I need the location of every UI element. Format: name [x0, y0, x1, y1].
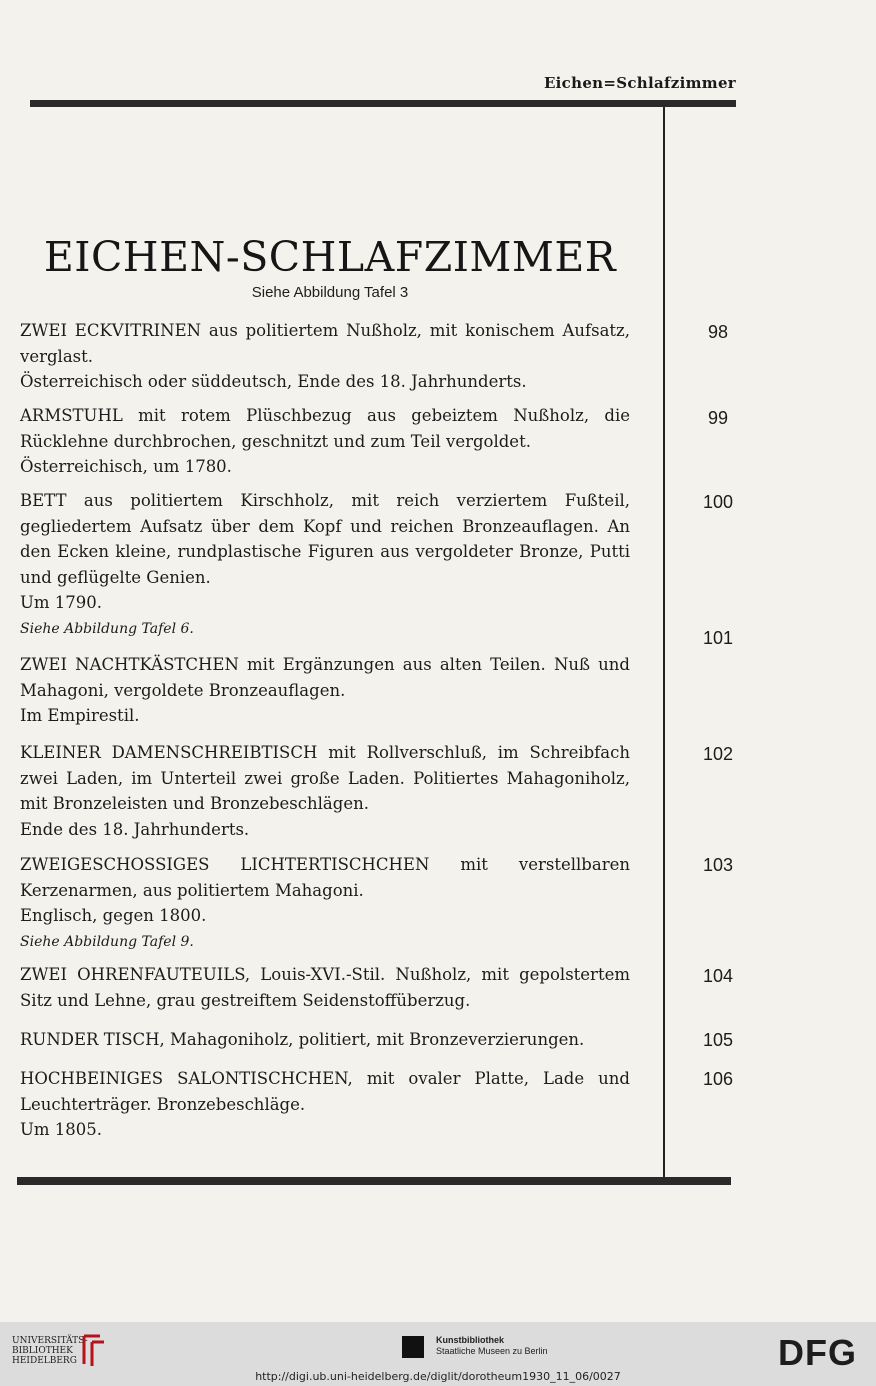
entry-number-104: 104: [702, 966, 734, 986]
running-header: Eichen=Schlafzimmer: [543, 74, 736, 92]
heidelberg-logo-icon: [80, 1332, 106, 1368]
entry-description: RUNDER TISCH, Mahagoniholz, politiert, mit Bronzeverzierungen.: [20, 1030, 585, 1049]
entry-number-106: 106: [702, 1069, 734, 1089]
kunstbibliothek-logo-icon: [402, 1336, 424, 1358]
kunstbibliothek-label: Kunstbibliothek Staatliche Museen zu Berlin: [436, 1335, 548, 1356]
entry-number-101: 101: [702, 628, 734, 648]
entry-description: KLEINER DAMENSCHREIBTISCH mit Rollverschluß, im Schreibfach zwei Laden, im Unterteil zwei große Laden. Politiertes Mahagoniholz, mit Bronzeleisten und Bronzebeschlägen.: [20, 743, 630, 813]
catalog-entry-99: [20, 403, 630, 480]
page-subtitle: Siehe Abbildung Tafel 3: [251, 284, 409, 301]
entry-number-102: 102: [702, 744, 734, 764]
entry-number-103: 103: [702, 855, 734, 875]
entry-description: ZWEI OHRENFAUTEUILS, Louis-XVI.-Stil. Nußholz, mit gepolstertem Sitz und Lehne, grau gestreiftem Seidenstoffüberzug.: [20, 965, 630, 1010]
university-library-label: UNIVERSITÄTS- BIBLIOTHEK HEIDELBERG: [12, 1336, 88, 1366]
entry-description: ZWEI ECKVITRINEN aus politiertem Nußholz, mit konischem Aufsatz, verglast.: [20, 321, 630, 366]
catalog-entry-102: [20, 740, 630, 842]
catalog-entry-103: [20, 852, 630, 953]
catalog-entry-106: [20, 1066, 630, 1143]
catalog-entry-100: [20, 488, 630, 640]
entry-origin: Ende des 18. Jahrhunderts.: [20, 819, 250, 839]
entry-number-100: 100: [702, 492, 734, 512]
entry-origin: Englisch, gegen 1800.: [20, 906, 207, 925]
entry-plate-reference: Siehe Abbildung Tafel 6.: [20, 620, 194, 637]
entry-origin: Im Empirestil.: [20, 706, 140, 725]
source-url-link[interactable]: http://digi.ub.uni-heidelberg.de/diglit/dorotheum1930_11_06/0027: [255, 1370, 621, 1383]
entry-number-99: 99: [707, 408, 729, 428]
bottom-rule: [17, 1177, 731, 1185]
catalog-entry-105: [20, 1027, 630, 1053]
entry-origin: Österreichisch, um 1780.: [20, 457, 232, 476]
page-title: EICHEN-SCHLAFZIMMER: [43, 233, 617, 281]
entry-number-98: 98: [707, 322, 729, 342]
top-rule: [30, 100, 736, 107]
column-divider: [663, 107, 665, 1177]
entry-description: ZWEIGESCHOSSIGES LICHTERTISCHCHEN mit verstellbaren Kerzenarmen, aus politiertem Mahagoni.: [20, 855, 630, 900]
dfg-logo: DFG: [778, 1332, 857, 1373]
catalog-entry-104: [20, 962, 630, 1013]
entry-description: HOCHBEINIGES SALONTISCHCHEN, mit ovaler Platte, Lade und Leuchterträger. Bronzebeschläge.: [20, 1069, 630, 1114]
entry-origin: Österreichisch oder süddeutsch, Ende des 18. Jahrhunderts.: [20, 372, 527, 391]
catalog-entry-98: [20, 318, 630, 395]
entry-description: BETT aus politiertem Kirschholz, mit reich verziertem Fußteil, gegliedertem Aufsatz über dem Kopf und reichen Bronzeauflagen. An den Ecken kleine, rundplastische Figuren aus vergoldeter Bronze, Putti und geflügelte Genien.: [20, 491, 630, 587]
catalog-entry-101: [20, 652, 630, 729]
entry-origin: Um 1790.: [20, 593, 103, 612]
entry-number-105: 105: [702, 1030, 734, 1050]
entry-description: ARMSTUHL mit rotem Plüschbezug aus gebeiztem Nußholz, die Rücklehne durchbrochen, geschnitzt und zum Teil vergoldet.: [20, 406, 630, 451]
entry-plate-reference: Siehe Abbildung Tafel 9.: [20, 933, 194, 950]
entry-description: ZWEI NACHTKÄSTCHEN mit Ergänzungen aus alten Teilen. Nuß und Mahagoni, vergoldete Bronzeauflagen.: [20, 655, 630, 700]
entry-origin: Um 1805.: [20, 1120, 103, 1139]
